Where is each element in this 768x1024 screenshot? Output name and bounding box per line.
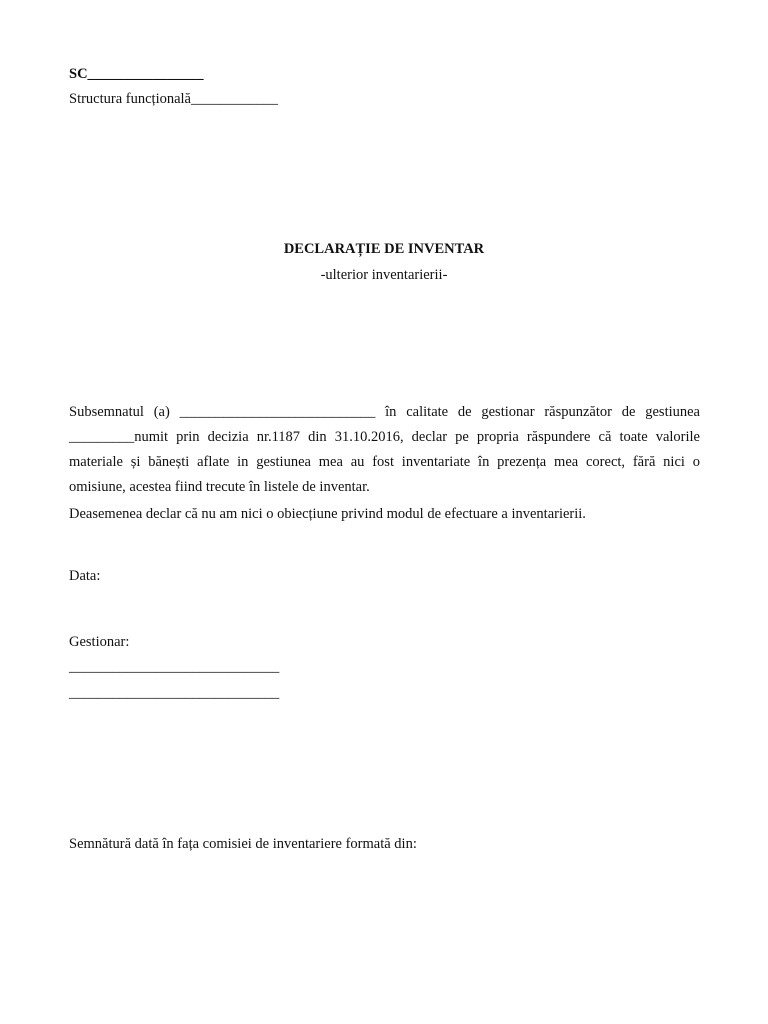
declaration-line-2: _________numit prin decizia nr.1187 din 31.10.2016, declar pe propria răspundere că toate valorile <box>69 429 700 445</box>
company-field: SC________________ <box>69 66 204 82</box>
document-title: DECLARAȚIE DE INVENTAR <box>283 241 485 257</box>
declaration-line-3: materiale și bănești aflate in gestiunea mea au fost inventariate în prezența mea corect, fără nici o <box>69 454 700 470</box>
declaration-line-4: omisiune, acestea fiind trecute în listele de inventar. <box>69 479 370 495</box>
manager-signature-line-2: _____________________________ <box>69 685 280 701</box>
structure-field: Structura funcțională____________ <box>69 91 278 107</box>
document-subtitle: -ulterior inventarierii- <box>320 267 448 283</box>
manager-label: Gestionar: <box>69 634 130 650</box>
declaration-line-1: Subsemnatul (a) ___________________________ în calitate de gestionar răspunzător de gestiunea <box>69 404 700 420</box>
commission-signature-text: Semnătură dată în fața comisiei de inventariere formată din: <box>69 836 417 852</box>
date-label: Data: <box>69 568 101 584</box>
declaration-line-5: Deasemenea declar că nu am nici o obiecțiune privind modul de efectuare a inventarierii. <box>69 506 586 522</box>
manager-signature-line-1: _____________________________ <box>69 659 280 675</box>
